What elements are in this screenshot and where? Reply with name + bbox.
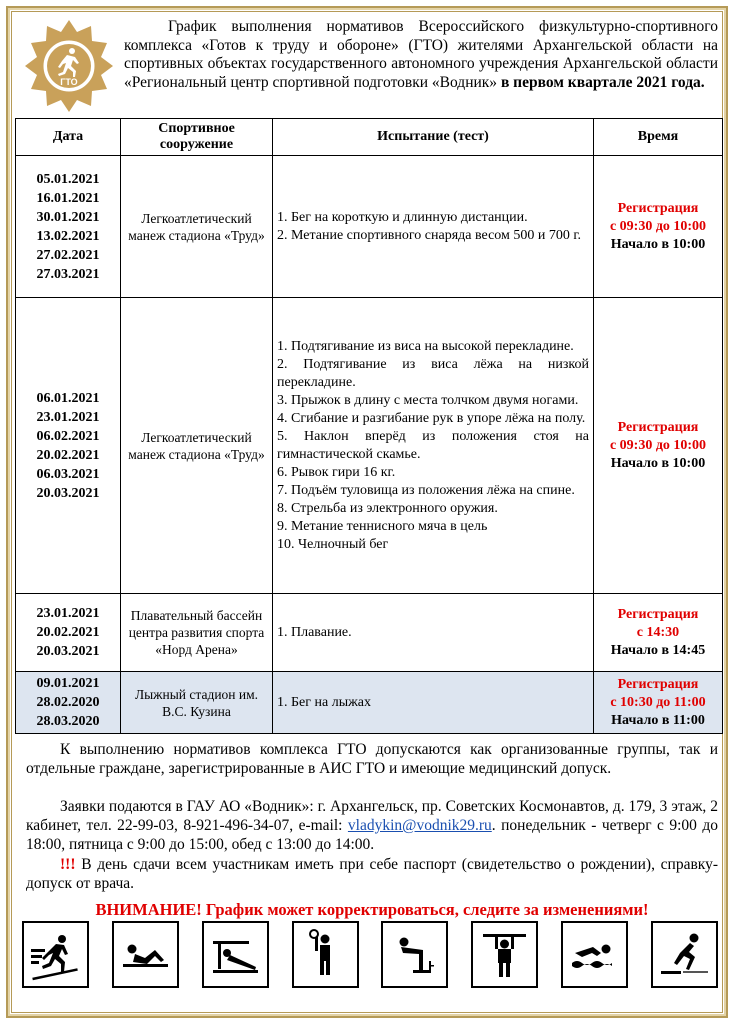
- date-value: 30.01.2021: [36, 209, 100, 225]
- test-item: 1. Подтягивание из виса на высокой перекладине.: [277, 338, 574, 354]
- start-time: Начало в 10:00: [610, 236, 706, 252]
- registration-time: Регистрация: [617, 606, 699, 622]
- date-value: 20.02.2021: [36, 625, 100, 640]
- header-test: Испытание (тест): [273, 119, 594, 156]
- registration-time: с 09:30 до 10:00: [609, 218, 707, 234]
- time-cell: [594, 594, 723, 672]
- admission-note: К выполнению нормативов комплекса ГТО допускаются как организованные группы, так и отдельные граждане, зарегистрированные в АИС ГТО и имеющие медицинский допуск.: [26, 741, 718, 777]
- pushups-icon: [202, 921, 269, 988]
- start-time: Начало в 10:00: [610, 455, 706, 471]
- application-address: Заявки подаются в ГАУ АО «Водник»: г. Архангельск, пр. Советских Космонавтов, д. 179, 3 этаж, 2 кабинет, тел. 22-99-03, 8-921-496-34-07, e-mail:: [26, 798, 718, 834]
- registration-time: Регистрация: [617, 419, 699, 435]
- test-item: 9. Метание теннисного мяча в цель: [277, 518, 488, 534]
- pullups-icon: [471, 921, 538, 988]
- test-cell: [273, 594, 594, 672]
- test-item: 1. Бег на короткую и длинную дистанции.: [277, 209, 528, 225]
- date-value: 13.02.2021: [36, 228, 100, 244]
- gto-emblem-icon: [22, 18, 116, 112]
- facility-cell: Плавательный бассейн центра развития спорта «Норд Арена»: [121, 594, 273, 672]
- test-cell: [273, 156, 594, 298]
- attention-banner: ВНИМАНИЕ! График может корректироваться, следите за изменениями!: [95, 900, 649, 919]
- test-item: 10. Челночный бег: [277, 536, 389, 552]
- long-jump-icon: [651, 921, 718, 988]
- facility-cell: Легкоатлетический манеж стадиона «Труд»: [121, 156, 273, 298]
- test-cell: [273, 298, 594, 594]
- date-cell: [16, 672, 121, 734]
- date-value: 05.01.2021: [36, 171, 100, 187]
- header-date: Дата: [16, 119, 121, 156]
- table-row: [16, 594, 723, 672]
- svg-text:ГТО: ГТО: [60, 77, 78, 87]
- kettlebell-icon: [292, 921, 359, 988]
- date-value: 20.03.2021: [36, 485, 100, 501]
- date-value: 27.03.2021: [36, 266, 100, 282]
- date-value: 20.02.2021: [36, 447, 100, 463]
- start-time: Начало в 11:00: [611, 712, 705, 728]
- office-hours: . понедельник - четверг с 9:00 до 18:00, пятница с 9:00 до 15:00, обед с 13:00 до 14:00.: [26, 817, 718, 853]
- registration-time: с 14:30: [636, 624, 680, 640]
- exclamation-mark: !!!: [60, 856, 76, 873]
- date-value: 23.01.2021: [36, 409, 100, 425]
- date-value: 27.02.2021: [36, 247, 100, 263]
- document-title: [124, 18, 718, 92]
- date-value: 23.01.2021: [36, 606, 100, 621]
- test-item: 2. Подтягивание из виса лёжа на низкой перекладине.: [277, 356, 589, 390]
- ski-icon: [22, 921, 89, 988]
- test-item: 2. Метание спортивного снаряда весом 500 и 700 г.: [277, 227, 582, 243]
- time-cell: [594, 156, 723, 298]
- table-row: [16, 156, 723, 298]
- table-row: [16, 672, 723, 734]
- registration-time: Регистрация: [617, 676, 699, 692]
- facility-cell: Лыжный стадион им. В.С. Кузина: [121, 672, 273, 734]
- facility-cell: Легкоатлетический манеж стадиона «Труд»: [121, 298, 273, 594]
- header-facility: Спортивное сооружение: [121, 119, 273, 156]
- time-cell: [594, 298, 723, 594]
- date-cell: [16, 298, 121, 594]
- title-period: в первом квартале 2021 года.: [497, 73, 705, 91]
- application-note: [26, 797, 718, 854]
- documents-text: В день сдачи всем участникам иметь при себе паспорт (свидетельство о рождении), справку-допуск от врача.: [26, 856, 718, 892]
- date-value: 28.02.2020: [36, 695, 100, 710]
- date-value: 16.01.2021: [36, 190, 100, 206]
- pictogram-row: [22, 921, 718, 997]
- test-item: 1. Плавание.: [277, 624, 352, 640]
- registration-time: с 09:30 до 10:00: [609, 437, 707, 453]
- documents-note: [26, 855, 718, 893]
- date-value: 06.02.2021: [36, 428, 100, 444]
- test-item: 1. Бег на лыжах: [277, 694, 371, 710]
- time-cell: [594, 672, 723, 734]
- test-cell: [273, 672, 594, 734]
- flexibility-icon: [381, 921, 448, 988]
- date-value: 06.03.2021: [36, 466, 100, 482]
- date-value: 28.03.2020: [36, 714, 100, 729]
- test-item: 6. Рывок гири 16 кг.: [277, 464, 396, 480]
- test-item: 5. Наклон вперёд из положения стоя на гимнастической скамье.: [277, 428, 589, 462]
- table-header-row: [16, 119, 723, 156]
- test-item: 7. Подъём туловища из положения лёжа на спине.: [277, 482, 575, 498]
- email-link[interactable]: vladykin@vodnik29.ru: [347, 817, 492, 834]
- title-text: График выполнения нормативов Всероссийского физкультурно-спортивного комплекса «Готов к труду и обороне» (ГТО) жителями Архангельской области на спортивных объектах государственного автономного учреждения Архангельской области «Региональный центр спортивной подготовки «Водник»: [124, 18, 718, 91]
- header-time: Время: [594, 119, 723, 156]
- date-value: 06.01.2021: [36, 390, 100, 406]
- gto-logo: [22, 18, 116, 112]
- start-time: Начало в 14:45: [610, 642, 706, 658]
- date-value: 20.03.2021: [36, 644, 100, 659]
- swimming-icon: [561, 921, 628, 988]
- test-item: 8. Стрельба из электронного оружия.: [277, 500, 498, 516]
- date-value: 09.01.2021: [36, 676, 100, 691]
- table-row: [16, 298, 723, 594]
- test-item: 3. Прыжок в длину с места толчком двумя ногами.: [277, 392, 579, 408]
- date-cell: [16, 594, 121, 672]
- registration-time: с 10:30 до 11:00: [610, 694, 706, 710]
- situps-icon: [112, 921, 179, 988]
- registration-time: Регистрация: [617, 200, 699, 216]
- date-cell: [16, 156, 121, 298]
- test-item: 4. Сгибание и разгибание рук в упоре лёжа на полу.: [277, 410, 586, 426]
- schedule-table: [15, 118, 723, 734]
